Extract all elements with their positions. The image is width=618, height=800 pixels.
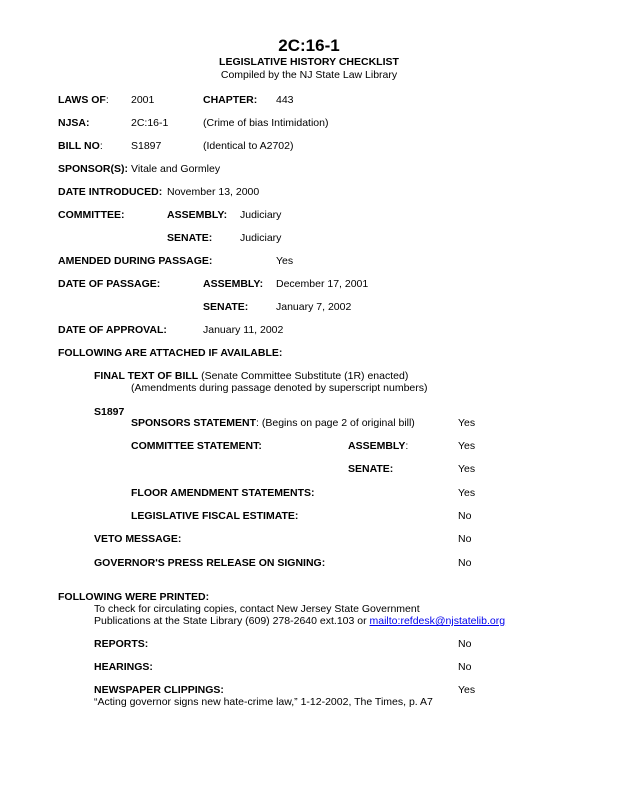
committee-senate-value: Judiciary: [240, 232, 282, 244]
cs-senate-value: Yes: [458, 463, 476, 475]
passage-assembly-label: ASSEMBLY:: [203, 278, 264, 290]
press-release-label: GOVERNOR'S PRESS RELEASE ON SIGNING:: [94, 557, 326, 569]
clippings-value: Yes: [458, 684, 476, 696]
amended-value: Yes: [276, 255, 294, 267]
cs-assembly-value: Yes: [458, 440, 476, 452]
hearings-value: No: [458, 661, 472, 673]
njsa-value: 2C:16-1: [131, 117, 169, 129]
passage-senate-value: January 7, 2002: [276, 301, 352, 313]
date-introduced-value: November 13, 2000: [167, 186, 260, 198]
laws-of-label: LAWS OF:: [58, 94, 109, 106]
floor-amendment-label: FLOOR AMENDMENT STATEMENTS:: [131, 487, 315, 499]
floor-amendment-value: Yes: [458, 487, 476, 499]
date-introduced-label: DATE INTRODUCED:: [58, 186, 163, 198]
chapter-label: CHAPTER:: [203, 94, 258, 106]
committee-label: COMMITTEE:: [58, 209, 125, 221]
sponsors-statement-value: Yes: [458, 417, 476, 429]
bill-id-label: S1897: [94, 406, 125, 418]
bill-no-label: BILL NO:: [58, 140, 103, 152]
date-of-approval-value: January 11, 2002: [203, 324, 284, 336]
sponsors-statement-line: SPONSORS STATEMENT: (Begins on page 2 of original bill): [131, 417, 415, 429]
veto-message-label: VETO MESSAGE:: [94, 533, 182, 545]
date-of-approval-label: DATE OF APPROVAL:: [58, 324, 167, 336]
press-release-value: No: [458, 557, 472, 569]
bill-no-note: (Identical to A2702): [203, 140, 294, 152]
amended-label: AMENDED DURING PASSAGE:: [58, 255, 213, 267]
veto-message-value: No: [458, 533, 472, 545]
passage-assembly-value: December 17, 2001: [276, 278, 369, 290]
sponsors-label: SPONSOR(S):: [58, 163, 129, 175]
reports-label: REPORTS:: [94, 638, 149, 650]
bill-no-value: S1897: [131, 140, 162, 152]
final-text-line: FINAL TEXT OF BILL (Senate Committee Substitute (1R) enacted): [94, 370, 409, 382]
njsa-label: NJSA:: [58, 117, 90, 129]
compiled-by: Compiled by the NJ State Law Library: [220, 69, 398, 81]
final-text-note: (Amendments during passage denoted by superscript numbers): [131, 382, 428, 394]
printed-heading: FOLLOWING WERE PRINTED:: [58, 591, 210, 603]
reports-value: No: [458, 638, 472, 650]
cs-assembly-label: ASSEMBLY:: [348, 440, 409, 452]
committee-assembly-value: Judiciary: [240, 209, 282, 221]
clippings-label: NEWSPAPER CLIPPINGS:: [94, 684, 224, 696]
date-of-passage-label: DATE OF PASSAGE:: [58, 278, 161, 290]
statute-title: 2C:16-1: [278, 36, 340, 55]
sponsors-value: Vitale and Gormley: [131, 163, 221, 175]
checklist-heading: LEGISLATIVE HISTORY CHECKLIST: [219, 56, 399, 68]
clipping-item: “Acting governor signs new hate-crime law,” 1-12-2002, The Times, p. A7: [94, 696, 433, 708]
printed-line-1: To check for circulating copies, contact New Jersey State Government: [94, 603, 420, 615]
laws-of-value: 2001: [131, 94, 155, 106]
chapter-value: 443: [276, 94, 294, 106]
fiscal-estimate-label: LEGISLATIVE FISCAL ESTIMATE:: [131, 510, 299, 522]
attached-heading: FOLLOWING ARE ATTACHED IF AVAILABLE:: [58, 347, 283, 359]
committee-assembly-label: ASSEMBLY:: [167, 209, 228, 221]
committee-senate-label: SENATE:: [167, 232, 213, 244]
hearings-label: HEARINGS:: [94, 661, 153, 673]
fiscal-estimate-value: No: [458, 510, 472, 522]
passage-senate-label: SENATE:: [203, 301, 249, 313]
cs-senate-label: SENATE:: [348, 463, 394, 475]
njsa-note: (Crime of bias Intimidation): [203, 117, 329, 129]
refdesk-email-link[interactable]: mailto:refdesk@njstatelib.org: [369, 615, 506, 627]
printed-line-2: Publications at the State Library (609) 278-2640 ext.103 or mailto:refdesk@njstatelib.org: [94, 615, 506, 627]
committee-statement-label: COMMITTEE STATEMENT:: [131, 440, 262, 452]
